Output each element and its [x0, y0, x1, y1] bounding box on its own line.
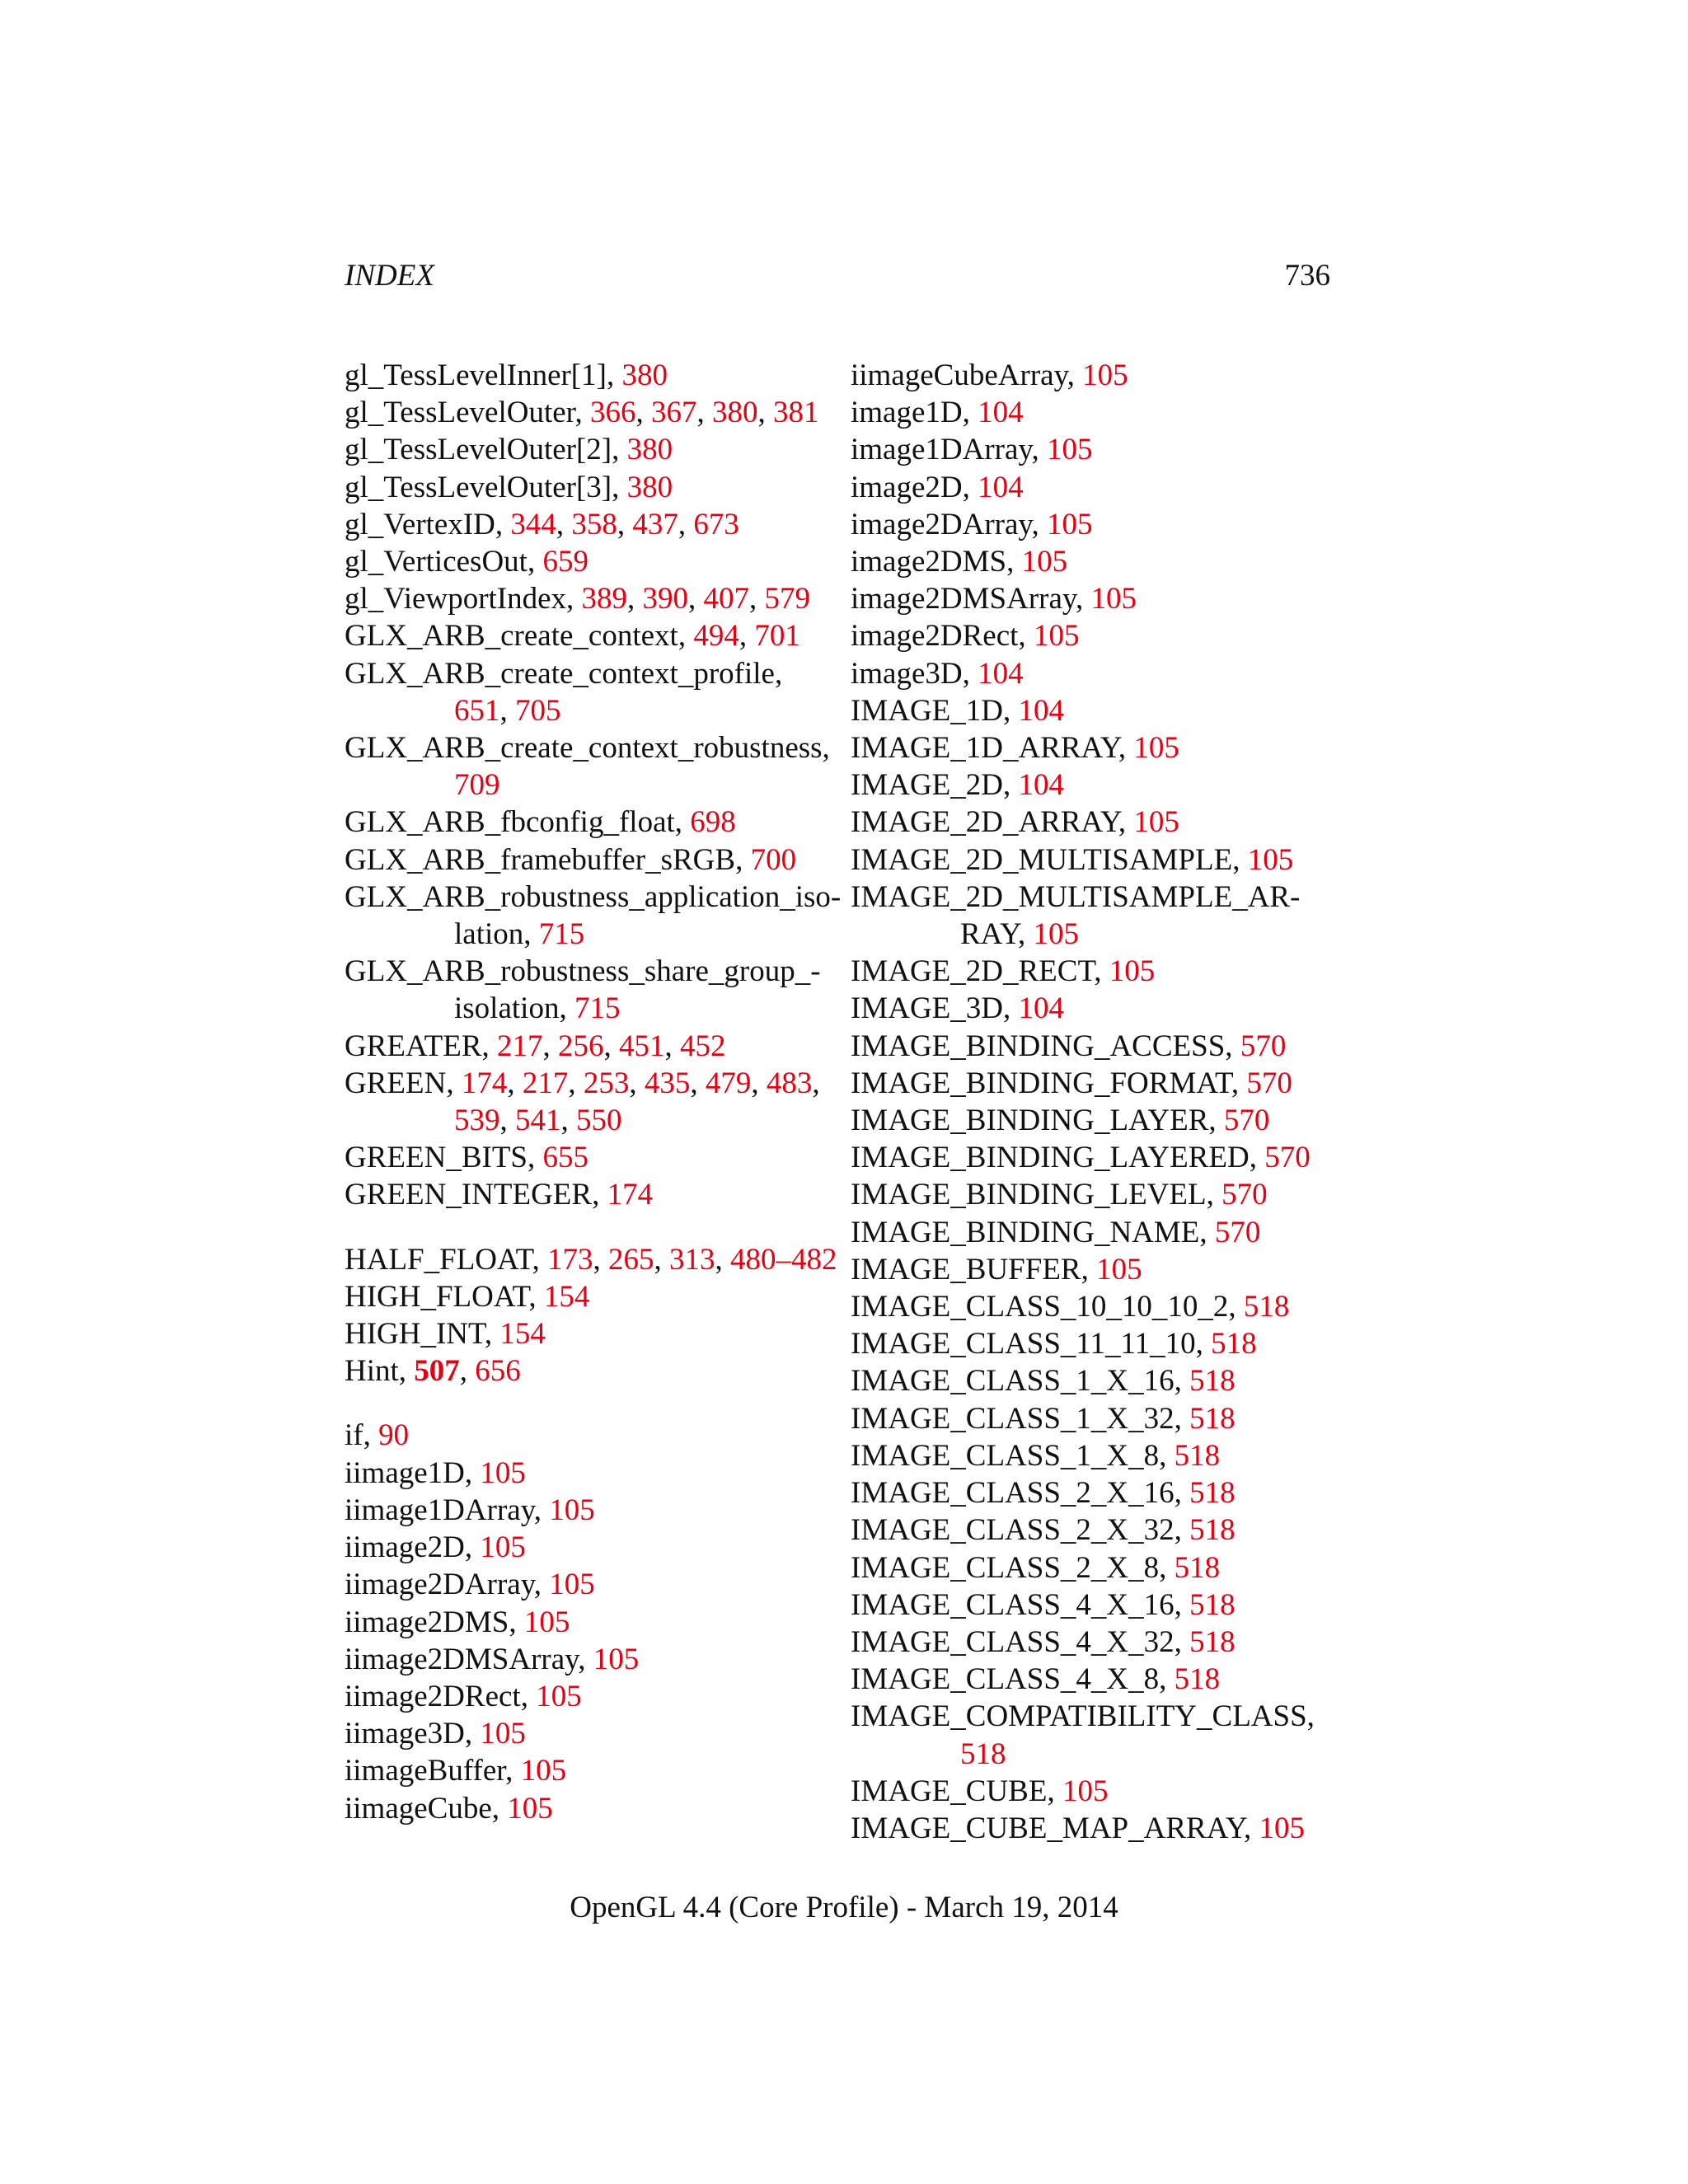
index-entry: gl_ViewportIndex, 389, 390, 407, 579 — [345, 582, 811, 616]
page-link[interactable]: 253 — [583, 1066, 630, 1100]
page-link[interactable]: 105 — [1033, 619, 1080, 654]
page-link[interactable]: 541 — [515, 1104, 561, 1138]
page-link[interactable]: 105 — [1133, 731, 1179, 766]
page-link[interactable]: 105 — [480, 1717, 526, 1751]
index-term: GREATER, — [345, 1029, 497, 1063]
index-entry — [345, 1315, 839, 1352]
index-term: IMAGE_BINDING_LAYER, — [851, 1104, 1224, 1138]
index-term: image2DRect, — [851, 619, 1034, 654]
index-entry — [345, 841, 839, 879]
index-entry — [345, 1678, 839, 1715]
page-link[interactable]: 656 — [475, 1354, 521, 1389]
index-term: IMAGE_CLASS_10_10_10_2, — [851, 1290, 1244, 1324]
page-number: 736 — [1284, 259, 1330, 293]
page-link[interactable]: 105 — [1090, 582, 1137, 616]
index-entry — [345, 1278, 839, 1315]
index-entry — [345, 469, 839, 506]
index-entry — [851, 1102, 1345, 1139]
page-link[interactable]: 518 — [1211, 1327, 1257, 1361]
index-entry: GREATER, 217, 256, 451, 452 — [345, 1029, 726, 1063]
index-term: iimage3D, — [345, 1717, 481, 1751]
page-link[interactable]: 154 — [543, 1279, 590, 1314]
page-link[interactable]: 217 — [497, 1029, 543, 1063]
index-entry — [851, 580, 1345, 617]
page-link[interactable]: 105 — [1033, 917, 1079, 952]
page-link[interactable]: 579 — [764, 582, 811, 616]
index-term: IMAGE_CUBE_MAP_ARRAY, — [851, 1811, 1259, 1845]
page-link[interactable]: 380 — [626, 470, 673, 504]
index-column-right — [851, 357, 1345, 1847]
page-link[interactable]: 105 — [480, 1455, 526, 1490]
index-entry — [851, 506, 1345, 543]
index-entry — [345, 1790, 839, 1827]
page-link[interactable]: 105 — [1109, 954, 1156, 989]
page-link[interactable]: 518 — [1189, 1476, 1236, 1511]
page-link[interactable]: 494 — [693, 619, 739, 654]
page-link[interactable]: 380 — [626, 433, 673, 467]
page-link[interactable]: 380 — [712, 396, 758, 430]
index-term: IMAGE_CLASS_4_X_8, — [851, 1662, 1175, 1697]
index-term: iimage2DRect, — [345, 1679, 537, 1713]
index-term: HALF_FLOAT, — [345, 1242, 547, 1277]
page-link[interactable]: 659 — [542, 545, 588, 579]
index-term: IMAGE_BINDING_FORMAT, — [851, 1066, 1247, 1100]
page-link[interactable]: 344 — [510, 507, 556, 541]
index-entry — [345, 1566, 839, 1603]
page-link[interactable]: 104 — [1018, 768, 1064, 803]
index-term: HIGH_INT, — [345, 1317, 500, 1352]
index-term: GLX_ARB_robustness_share_group_- isolation, — [345, 954, 821, 1026]
index-entry — [851, 617, 1345, 654]
index-term: gl_TessLevelOuter[2], — [345, 433, 627, 467]
page-link[interactable]: 570 — [1221, 1178, 1268, 1212]
page-link[interactable]: 256 — [558, 1029, 604, 1063]
index-entry — [851, 1624, 1345, 1661]
index-term: IMAGE_CLASS_11_11_10, — [851, 1327, 1212, 1361]
page-link[interactable]: 518 — [1189, 1587, 1236, 1622]
page-link[interactable]: 265 — [608, 1242, 654, 1277]
index-term: image2D, — [851, 470, 978, 504]
page-link[interactable]: 390 — [642, 582, 689, 616]
page-link[interactable]: 105 — [536, 1679, 582, 1713]
index-entry — [851, 879, 1345, 953]
page-link[interactable]: 358 — [571, 507, 617, 541]
index-term: IMAGE_BINDING_LEVEL, — [851, 1178, 1222, 1212]
page-link[interactable]: 570 — [1223, 1104, 1270, 1138]
page-link[interactable]: 479 — [705, 1066, 752, 1100]
index-term: Hint, — [345, 1354, 415, 1389]
index-entry — [851, 1661, 1345, 1698]
index-term: image2DMS, — [851, 545, 1022, 579]
index-entry: HALF_FLOAT, 173, 265, 313, 480–482 — [345, 1242, 837, 1277]
index-term: IMAGE_3D, — [851, 991, 1019, 1026]
index-entry — [345, 1176, 839, 1213]
index-term: gl_TessLevelOuter[3], — [345, 470, 627, 504]
index-entry — [851, 431, 1345, 468]
index-term: iimage2DMS, — [345, 1605, 524, 1639]
index-entry — [851, 1139, 1345, 1176]
page-link[interactable]: 550 — [576, 1104, 622, 1138]
page-link[interactable]: 715 — [574, 991, 621, 1026]
page-link[interactable]: 437 — [632, 507, 678, 541]
page-link[interactable]: 570 — [1240, 1029, 1287, 1063]
index-term: IMAGE_CUBE, — [851, 1774, 1062, 1808]
page-link[interactable]: 105 — [1082, 359, 1128, 392]
index-term: IMAGE_CLASS_1_X_8, — [851, 1438, 1175, 1473]
index-term: iimageCubeArray, — [851, 359, 1083, 392]
page-link-primary[interactable]: 507 — [414, 1354, 460, 1389]
index-term: IMAGE_2D, — [851, 768, 1019, 803]
index-term: GREEN, — [345, 1066, 462, 1100]
index-entry — [345, 1455, 839, 1492]
page-link[interactable]: 539 — [454, 1104, 500, 1138]
index-entry — [851, 1549, 1345, 1586]
index-entry — [851, 1773, 1345, 1810]
index-term: iimageCube, — [345, 1791, 508, 1825]
page-header — [345, 255, 1330, 297]
page-footer: OpenGL 4.4 (Core Profile) - March 19, 2014 — [570, 1891, 1118, 1924]
index-entry: gl_TessLevelOuter, 366, 367, 380, 381 — [345, 396, 819, 430]
page-link[interactable]: 518 — [1243, 1290, 1290, 1324]
page-link[interactable]: 104 — [978, 656, 1024, 691]
index-entry — [851, 1251, 1345, 1288]
page-link[interactable]: 104 — [978, 396, 1024, 430]
page-link[interactable]: 105 — [1047, 433, 1093, 467]
index-term: image1D, — [851, 396, 978, 430]
index-term: GLX_ARB_create_context_robustness, — [345, 731, 830, 766]
index-term: IMAGE_1D, — [851, 693, 1019, 728]
page-link[interactable]: 518 — [1189, 1513, 1236, 1548]
page-link[interactable]: 380 — [621, 359, 668, 392]
index-term: IMAGE_CLASS_1_X_16, — [851, 1364, 1190, 1399]
index-entry — [851, 1474, 1345, 1511]
page-link[interactable]: 570 — [1214, 1215, 1261, 1249]
index-entry — [345, 357, 839, 394]
index-term: image2DArray, — [851, 507, 1048, 541]
page-link[interactable]: 701 — [754, 619, 800, 654]
index-term: gl_VerticesOut, — [345, 545, 543, 579]
index-entry — [851, 766, 1345, 804]
index-entry — [851, 1176, 1345, 1213]
page-link[interactable]: 709 — [454, 768, 500, 803]
page-link[interactable]: 366 — [590, 396, 636, 430]
page-link[interactable]: 105 — [507, 1791, 553, 1825]
page-link[interactable]: 173 — [547, 1242, 593, 1277]
index-entry — [345, 1417, 839, 1454]
index-term: GREEN_BITS, — [345, 1141, 543, 1175]
page-link[interactable]: 518 — [1189, 1364, 1236, 1399]
index-term: IMAGE_CLASS_2_X_16, — [851, 1476, 1190, 1511]
index-entry — [345, 1715, 839, 1752]
index-term: iimage1D, — [345, 1455, 481, 1490]
index-entry — [851, 543, 1345, 580]
page-link[interactable]: 104 — [1018, 693, 1064, 728]
index-term: GLX_ARB_robustness_application_iso- lation, — [345, 879, 842, 952]
index-entry — [851, 469, 1345, 506]
page-link[interactable]: 673 — [693, 507, 739, 541]
index-term: GREEN_INTEGER, — [345, 1178, 607, 1212]
page-link[interactable]: 105 — [1247, 842, 1294, 877]
index-term: IMAGE_2D_RECT, — [851, 954, 1109, 989]
index-entry: GLX_ARB_create_context, 494, 701 — [345, 619, 800, 654]
page-link[interactable]: 104 — [978, 470, 1024, 504]
page-link[interactable]: 154 — [499, 1317, 546, 1352]
index-term: IMAGE_BINDING_ACCESS, — [851, 1029, 1240, 1063]
page-link[interactable]: 367 — [651, 396, 697, 430]
page-link[interactable]: 174 — [607, 1178, 654, 1212]
index-entry — [851, 1810, 1345, 1847]
page-link[interactable]: 715 — [538, 917, 585, 952]
page-link[interactable]: 518 — [1174, 1662, 1221, 1697]
section-title: INDEX — [345, 259, 434, 293]
index-term: gl_TessLevelOuter, — [345, 396, 591, 430]
index-entry — [345, 1604, 839, 1641]
index-term: IMAGE_CLASS_2_X_8, — [851, 1550, 1175, 1585]
index-term: GLX_ARB_fbconfig_float, — [345, 805, 691, 840]
page-link[interactable]: 518 — [960, 1736, 1006, 1771]
index-entry — [851, 953, 1345, 990]
index-entry — [851, 990, 1345, 1027]
index-term: IMAGE_CLASS_2_X_32, — [851, 1513, 1190, 1548]
index-entry — [851, 655, 1345, 692]
index-entry — [851, 1325, 1345, 1362]
index-entry — [851, 692, 1345, 729]
index-term: gl_VertexID, — [345, 507, 511, 541]
index-term: IMAGE_CLASS_1_X_32, — [851, 1401, 1190, 1436]
page-link[interactable]: 435 — [644, 1066, 691, 1100]
page-link[interactable]: 90 — [378, 1418, 410, 1453]
index-term: image3D, — [851, 656, 978, 691]
index-entry — [851, 1586, 1345, 1624]
page-link[interactable]: 651 — [454, 693, 500, 728]
index-term: IMAGE_1D_ARRAY, — [851, 731, 1134, 766]
page-link[interactable]: 105 — [1062, 1774, 1109, 1808]
page-link[interactable]: 700 — [750, 842, 797, 877]
page-link[interactable]: 105 — [1096, 1252, 1142, 1286]
index-column-left — [345, 357, 842, 1827]
index-entry — [345, 1139, 839, 1176]
page-link[interactable]: 105 — [1133, 805, 1179, 840]
page-link[interactable]: 518 — [1189, 1624, 1236, 1659]
index-entry — [345, 1529, 839, 1566]
index-term: iimage2D, — [345, 1530, 481, 1565]
index-entry: Hint, 507, 656 — [345, 1354, 521, 1389]
index-term: gl_TessLevelInner[1], — [345, 359, 622, 392]
index-entry — [851, 1511, 1345, 1549]
page-link[interactable]: 705 — [515, 693, 561, 728]
index-term: if, — [345, 1418, 379, 1453]
index-term: iimageBuffer, — [345, 1754, 521, 1788]
page-link[interactable]: 518 — [1189, 1401, 1236, 1436]
index-entry — [851, 1214, 1345, 1251]
index-entry — [851, 394, 1345, 431]
index-entry — [851, 1028, 1345, 1065]
page-link[interactable]: 105 — [520, 1754, 567, 1788]
index-term: iimage2DMSArray, — [345, 1642, 593, 1676]
page-link[interactable]: 217 — [522, 1066, 569, 1100]
index-term: IMAGE_2D_MULTISAMPLE, — [851, 842, 1248, 877]
page-link[interactable]: 105 — [549, 1493, 595, 1527]
index-entry — [345, 431, 839, 468]
index-entry — [345, 729, 839, 804]
index-entry — [345, 879, 842, 953]
index-entry — [345, 1752, 839, 1789]
index-term: gl_ViewportIndex, — [345, 582, 582, 616]
page-link[interactable]: 483 — [766, 1066, 813, 1100]
index-term: image2DMSArray, — [851, 582, 1091, 616]
index-term: IMAGE_BINDING_NAME, — [851, 1215, 1215, 1249]
index-entry — [851, 1437, 1345, 1474]
page-link[interactable]: 105 — [549, 1568, 595, 1602]
page-link[interactable]: 452 — [680, 1029, 726, 1063]
page-link[interactable]: 518 — [1174, 1550, 1221, 1585]
index-entry — [851, 1362, 1345, 1399]
index-term: GLX_ARB_create_context, — [345, 619, 694, 654]
index-entry — [345, 1492, 839, 1529]
index-term: iimage1DArray, — [345, 1493, 550, 1527]
index-entry — [851, 841, 1345, 879]
page-link[interactable]: 389 — [581, 582, 628, 616]
page-link[interactable]: 518 — [1174, 1438, 1221, 1473]
index-term: IMAGE_BUFFER, — [851, 1252, 1097, 1286]
index-term: GLX_ARB_create_context_profile, — [345, 656, 783, 691]
index-entry — [851, 804, 1345, 841]
page-link[interactable]: 105 — [480, 1530, 526, 1565]
index-entry — [345, 1641, 839, 1678]
index-term: HIGH_FLOAT, — [345, 1279, 544, 1314]
page-link[interactable]: 313 — [669, 1242, 715, 1277]
page-link[interactable]: 105 — [1021, 545, 1068, 579]
index-entry — [851, 1065, 1345, 1102]
index-entry: GLX_ARB_create_context_profile, 651, 705 — [345, 656, 783, 728]
index-term: IMAGE_BINDING_LAYERED, — [851, 1141, 1265, 1175]
index-term: IMAGE_CLASS_4_X_16, — [851, 1587, 1190, 1622]
page-link[interactable]: 105 — [1047, 507, 1093, 541]
index-term: GLX_ARB_framebuffer_sRGB, — [345, 842, 751, 877]
page-link[interactable]: 174 — [461, 1066, 508, 1100]
page-link[interactable]: 105 — [593, 1642, 640, 1676]
index-term: image1DArray, — [851, 433, 1048, 467]
page-link[interactable]: 407 — [703, 582, 750, 616]
index-entry — [345, 804, 839, 841]
index-term: IMAGE_2D_ARRAY, — [851, 805, 1134, 840]
index-term: IMAGE_2D_MULTISAMPLE_AR- RAY, — [851, 879, 1301, 952]
page-link[interactable]: 570 — [1246, 1066, 1292, 1100]
page-link[interactable]: 451 — [619, 1029, 665, 1063]
index-entry — [345, 953, 839, 1027]
index-term: iimage2DArray, — [345, 1568, 550, 1602]
index-entry: gl_VertexID, 344, 358, 437, 673 — [345, 507, 739, 541]
page-link[interactable]: 381 — [773, 396, 819, 430]
index-entry — [851, 1400, 1345, 1437]
index-entry — [851, 1288, 1345, 1325]
page-link[interactable]: 480–482 — [730, 1242, 837, 1277]
page-link[interactable]: 105 — [1259, 1811, 1305, 1845]
index-term: IMAGE_CLASS_4_X_32, — [851, 1624, 1190, 1659]
index-entry — [851, 357, 1345, 394]
index-entry — [851, 729, 1345, 766]
index-entry — [851, 1698, 1345, 1772]
index-entry: GREEN, 174, 217, 253, 435, 479, 483, 539, 541, 550 — [345, 1066, 820, 1138]
index-term: IMAGE_COMPATIBILITY_CLASS, — [851, 1699, 1315, 1734]
page-link[interactable]: 105 — [523, 1605, 570, 1639]
page-link[interactable]: 698 — [690, 805, 736, 840]
page-link[interactable]: 570 — [1264, 1141, 1311, 1175]
page-link[interactable]: 104 — [1018, 991, 1064, 1026]
page-link[interactable]: 655 — [542, 1141, 588, 1175]
index-entry — [345, 543, 839, 580]
